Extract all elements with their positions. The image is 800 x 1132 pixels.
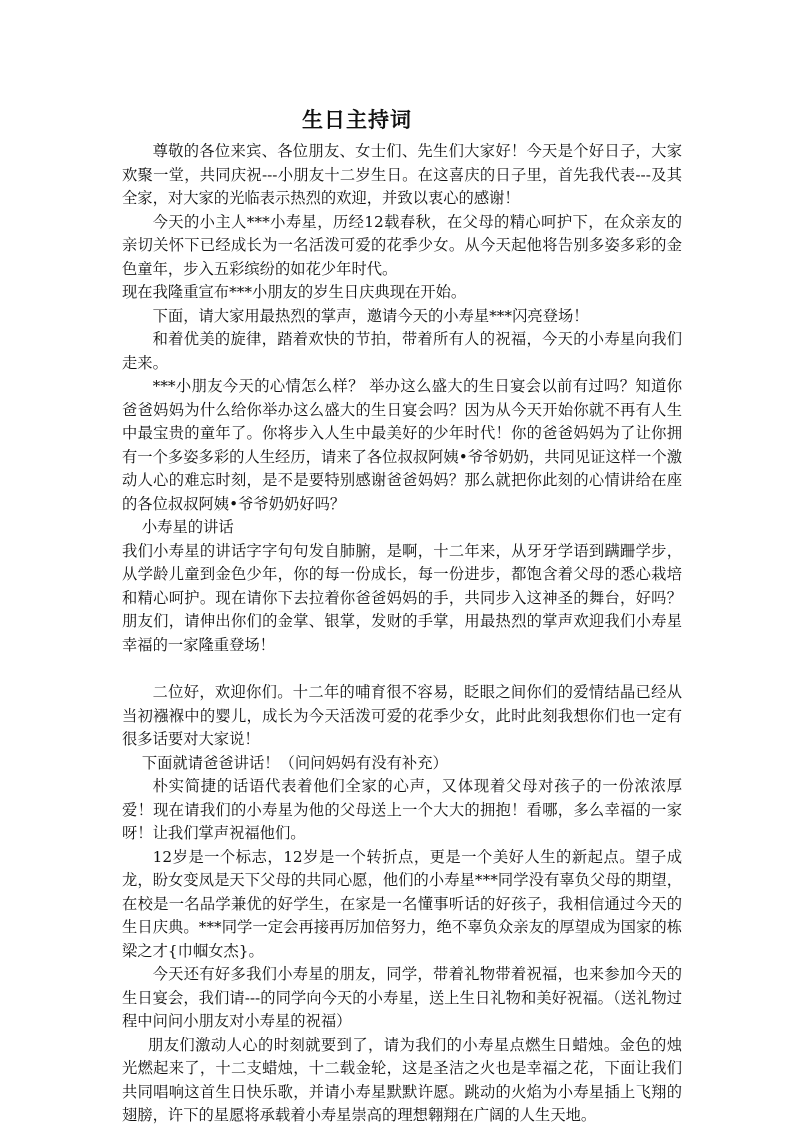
paragraph-friends-gifts: 今天还有好多我们小寿星的朋友，同学，带着礼物带着祝福，也来参加今天的生日宴会，我们请---的同学向今天的小寿星，送上生日礼物和美好祝福。（送礼物过程中问问小朋友对小寿星的祝福）	[122, 965, 682, 1030]
paragraph-greeting: 尊敬的各位来宾、各位朋友、女士们、先生们大家好！今天是个好日子，大家欢聚一堂，共同庆祝---小朋友十二岁生日。在这喜庆的日子里，首先我代表---及其全家，对大家的光临表示热烈的欢迎，并致以衷心的感谢！	[122, 142, 682, 207]
paragraph-after-speech: 我们小寿星的讲话字字句句发自肺腑，是啊，十二年来，从牙牙学语到蹒跚学步，从学龄儿童到金色少年，你的每一份成长，每一份进步，都饱含着父母的悉心栽培和精心呵护。现在请你下去拉着你爸爸妈妈的手，共同步入这神圣的舞台，好吗？朋友们，请伸出你们的金掌、银掌，发财的手掌，用最热烈的掌声欢迎我们小寿星幸福的一家隆重登场！	[122, 541, 682, 654]
document-body	[122, 140, 682, 1128]
paragraph-host-intro: 今天的小主人***小寿星，历经12载春秋，在父母的精心呵护下，在众亲友的亲切关怀下已经成长为一名活泼可爱的花季少女。从今天起他将告别多姿多彩的金色童年，步入五彩缤纷的如花少年时代。	[122, 212, 682, 278]
paragraph-candles: 朋友们激动人心的时刻就要到了，请为我们的小寿星点燃生日蜡烛。金色的烛光燃起来了，十二支蜡烛，十二载金轮，这是圣洁之火也是幸福之花，下面让我们共同唱响这首生日快乐歌，并请小寿星默默许愿。跳动的火焰为小寿星插上飞翔的翅膀，许下的星愿将承载着小寿星崇高的理想翱翔在广阔的人生天地。	[122, 1035, 682, 1124]
paragraph-twelve-years: 12岁是一个标志，12岁是一个转折点，更是一个美好人生的新起点。望子成龙，盼女变凤是天下父母的共同心愿，他们的小寿星***同学没有辜负父母的期望，在校是一名品学兼优的好学生，在家是一名懂事听话的好孩子，我相信通过今天的生日庆典。***同学一定会再接再厉加倍努力，绝不辜负众亲友的厚望成为国家的栋梁之才{巾帼女杰}。	[122, 847, 682, 960]
section-heading-speech: 小寿星的讲话	[141, 518, 234, 536]
paragraph-family-hug: 朴实简捷的话语代表着他们全家的心声，又体现着父母对孩子的一份浓浓厚爱！现在请我们的小寿星为他的父母送上一个大大的拥抱！看哪，多么幸福的一家呀！让我们掌声祝福他们。	[122, 777, 682, 842]
paragraph-invite: 下面，请大家用最热烈的掌声，邀请今天的小寿星***闪亮登场！	[152, 306, 589, 325]
paragraph-parents-welcome: 二位好，欢迎你们。十二年的哺育很不容易，眨眼之间你们的爱情结晶已经从当初襁褓中的婴儿，成长为今天活泼可爱的花季少女，此时此刻我想你们也一定有很多话要对大家说！	[122, 683, 682, 748]
paragraph-father-speech: 下面就请爸爸讲话！（问问妈妈有没有补充）	[141, 753, 448, 772]
document-title: 生日主持词	[302, 107, 412, 132]
paragraph-question: ***小朋友今天的心情怎么样？ 举办这么盛大的生日宴会以前有过吗？知道你爸爸妈妈为什么给你举办这么盛大的生日宴会吗？因为从今天开始你就不再有人生中最宝贵的童年了。你将步入人生中最美好的少年时代！你的爸爸妈妈为了让你拥有一个多姿多彩的人生经历，请来了各位叔叔阿姨•爷爷奶奶，共同见证这样一个激动人心的难忘时刻，是不是要特别感谢爸爸妈妈？那么就把你此刻的心情讲给在座的各位叔叔阿姨•爷爷奶奶好吗？	[122, 377, 682, 513]
paragraph-entrance: 和着优美的旋律，踏着欢快的节拍，带着所有人的祝福，今天的小寿星向我们走来。	[122, 330, 682, 372]
paragraph-announcement: 现在我隆重宣布***小朋友的岁生日庆典现在开始。	[122, 283, 467, 301]
